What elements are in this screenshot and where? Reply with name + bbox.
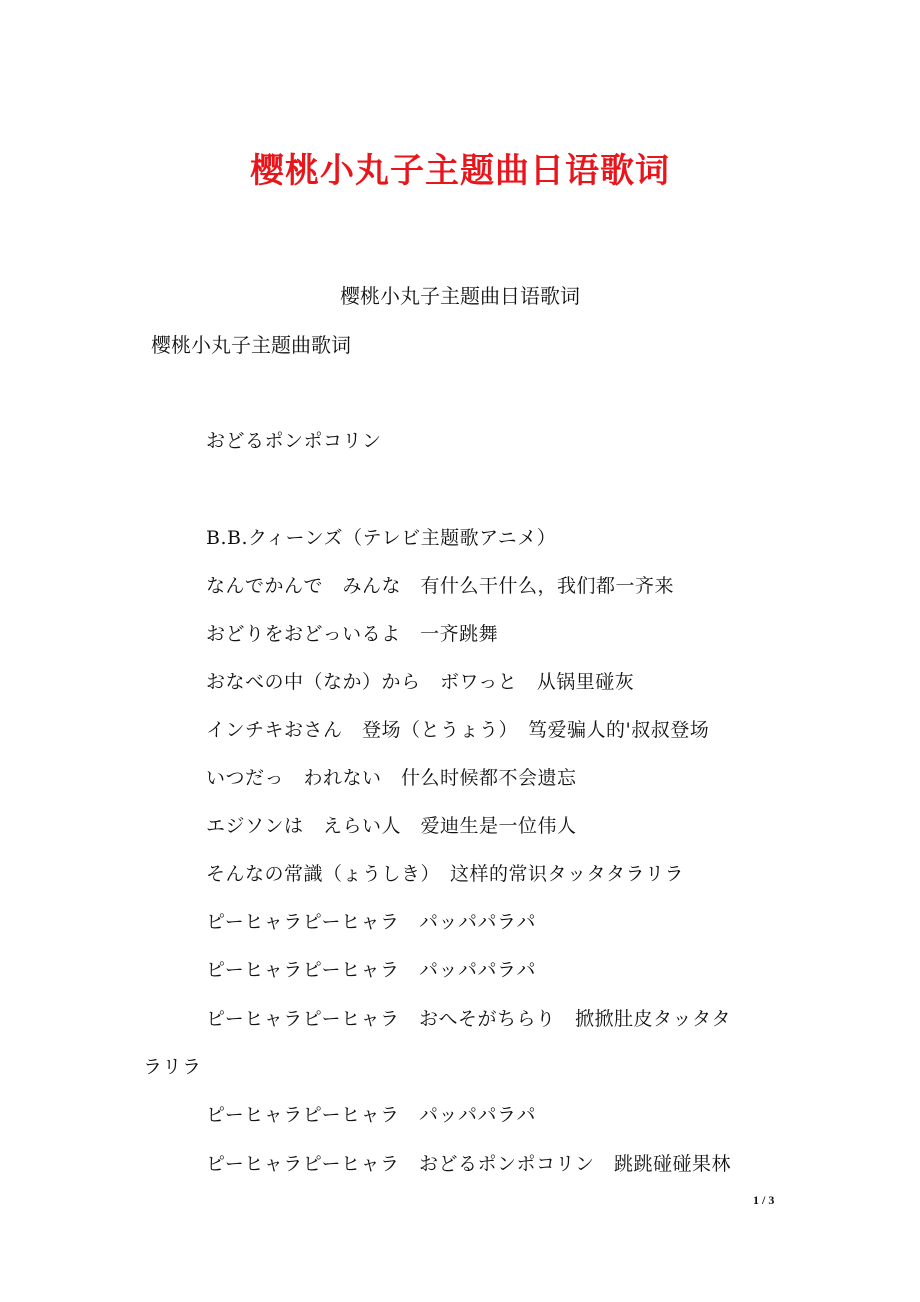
lyric-line: おなべの中（なか）から ボワっと 从锅里碰灰	[206, 671, 635, 693]
page-indicator: 1 / 3	[753, 1193, 775, 1207]
document-subtitle: 樱桃小丸子主题曲日语歌词	[340, 284, 580, 308]
lyric-line: インチキおさん 登场（とうょう） 笃爱骗人的'叔叔登场	[206, 719, 710, 741]
lyric-line: ピーヒャラピーヒャラ パッパパラパ	[206, 959, 536, 981]
lyric-line: ピーヒャラピーヒャラ おへそがちらり 掀掀肚皮タッタタ	[206, 1008, 731, 1030]
lyric-line: おどりをおどっいるよ 一齐跳舞	[206, 623, 499, 645]
lyric-line: B.B.クィーンズ（テレビ主题歌アニメ）	[206, 527, 557, 549]
lyric-line: ピーヒャラピーヒャラ おどるポンポコリン 跳跳碰碰果林	[206, 1153, 731, 1175]
lyric-line: ピーヒャラピーヒャラ パッパパラパ	[206, 1104, 536, 1126]
lyric-line-continuation: ラリラ	[143, 1056, 202, 1078]
lyric-line: いつだっ われない 什么时候都不会遗忘	[206, 767, 577, 789]
lyric-line: エジソンは えらい人 爱迪生是一位伟人	[206, 815, 577, 837]
song-title: おどるポンポコリン	[206, 430, 382, 452]
lyric-line: なんでかんで みんな 有什么干什么，我们都一齐来	[206, 575, 675, 597]
section-heading: 樱桃小丸子主题曲歌词	[151, 333, 351, 357]
document-title: 樱桃小丸子主题曲日语歌词	[250, 151, 670, 191]
lyric-line: ピーヒャラピーヒャラ パッパパラパ	[206, 911, 536, 933]
lyric-line: そんなの常識（ょうしき） 这样的常识タッタタラリラ	[206, 863, 685, 885]
